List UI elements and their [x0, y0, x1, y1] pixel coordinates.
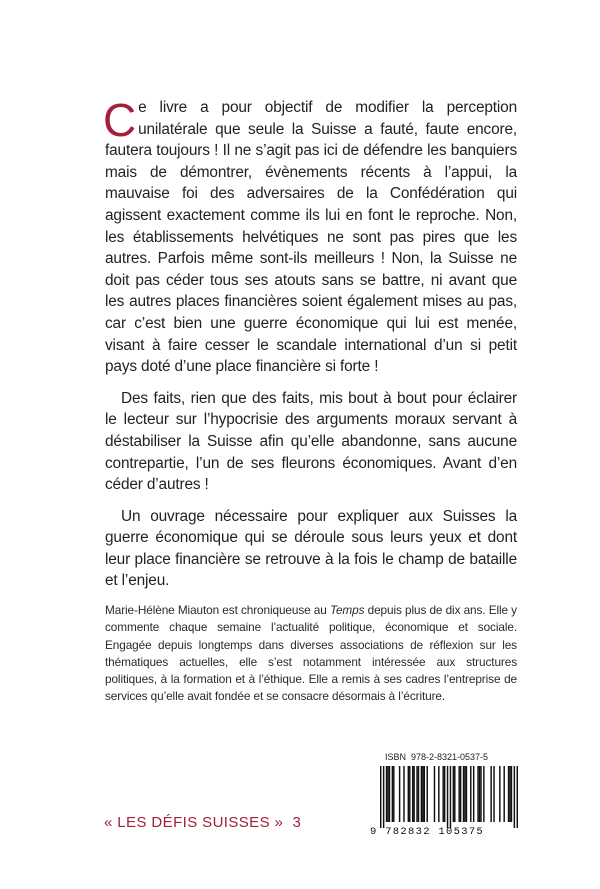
barcode-bar [466, 766, 467, 822]
barcode-bar [386, 766, 387, 822]
barcode-bar [493, 766, 494, 822]
barcode-bar [508, 766, 509, 822]
barcode-bar [463, 766, 464, 822]
drop-cap: C [103, 94, 137, 146]
barcode-bar [413, 766, 414, 822]
barcode-bar [387, 766, 388, 822]
barcode [380, 766, 518, 828]
barcode-bar [442, 766, 443, 822]
barcode-bar [458, 766, 459, 822]
back-cover-blurb [103, 94, 517, 602]
barcode-bar [409, 766, 410, 822]
barcode-bar [426, 766, 427, 822]
barcode-bar [453, 766, 454, 822]
barcode-bar [454, 766, 455, 822]
newspaper-name: Temps [329, 603, 365, 617]
barcode-bar [421, 766, 422, 822]
blurb-paragraph-3: Un ouvrage nécessaire pour expliquer aux Suisses la guerre économique qui se déroule sous leurs yeux et dont leur place financière se retrouve à la fois le champ de bataille et l’enjeu. [105, 507, 517, 590]
barcode-bar [422, 766, 423, 822]
blurb-paragraph-1-text: e livre a pour objectif de modifier la perception unilatérale que seule la Suisse a fauté, faute encore, fautera toujours ! Il ne s’agit pas ici de défendre les banquiers mais de démontrer, évènements récents à l’appui, la mauvaise foi des adversaires de la Confédération qui agissent exactement comme ils lui en font le reproche. Non, les établissements helvétiques ne sont pas pires que les autres. Parfois même sont-ils meilleurs ! Non, la Suisse ne doit pas céder tous ses atouts sans se battre, ni avant que les autres places financières soient également mises au pas, car c’est bien une guerre économique qui lui est menée, visant à faire cesser le scandale international d’un si petit pays doté d’une place financière si forte ! [105, 99, 517, 376]
barcode-bar [464, 766, 465, 822]
barcode-bar [479, 766, 480, 822]
blurb-paragraph-2: Des faits, rien que des faits, mis bout à bout pour éclairer le lecteur sur l’hypocrisie des arguments moraux servant à déstabiliser la Suisse afin qu’elle abandonne, sans aucune contrepartie, l’un de ses fleurons économiques. Avant d’en céder d’autres ! [105, 389, 517, 494]
barcode-bar [399, 766, 400, 822]
barcode-bar [480, 766, 481, 822]
isbn-label: ISBN 978-2-8321-0537-5 [385, 752, 489, 762]
barcode-bar [403, 766, 404, 822]
barcode-bar [438, 766, 439, 822]
barcode-bar [380, 766, 381, 828]
barcode-bar [412, 766, 413, 822]
barcode-bar [447, 766, 448, 828]
barcode-bar [460, 766, 461, 822]
author-bio-before: Marie-Hélène Miauton est chroniqueuse au [105, 603, 330, 617]
barcode-bar [511, 766, 512, 822]
barcode-bar [450, 766, 451, 828]
barcode-bar [509, 766, 510, 822]
barcode-bar [473, 766, 474, 822]
blurb-paragraph-1 [103, 94, 517, 378]
barcode-bar [408, 766, 409, 822]
barcode-bar [389, 766, 390, 822]
author-bio [105, 602, 517, 706]
barcode-number: 9 782832 105375 [370, 826, 485, 838]
barcode-bar [434, 766, 435, 822]
barcode-bar [477, 766, 478, 822]
barcode-bar [470, 766, 471, 822]
barcode-bar [499, 766, 500, 822]
barcode-bar [444, 766, 445, 822]
barcode-bar [514, 766, 515, 828]
barcode-bar [424, 766, 425, 822]
barcode-bar [503, 766, 504, 822]
barcode-bar [418, 766, 419, 822]
author-bio-after: depuis plus de dix ans. Elle y commente chaque semaine l’actualité politique, économique et sociale. Engagée depuis longtemps dans diverses associations de réflexion sur les thématiques actuelles, elle s’est notamment intéressée aux structures politiques, à la formation et à l’éthique. Elle a remis à ses cadres l’entreprise de services qu’elle avait fondée et se consacre désormais à l’écriture. [105, 603, 517, 704]
barcode-bar [383, 766, 384, 828]
barcode-bar [392, 766, 393, 822]
barcode-bar [517, 766, 518, 828]
barcode-bar [416, 766, 417, 822]
barcode-bar [393, 766, 394, 822]
barcode-bar [490, 766, 491, 822]
series-title: « LES DÉFIS SUISSES » 3 [104, 814, 302, 831]
barcode-bar [483, 766, 484, 822]
